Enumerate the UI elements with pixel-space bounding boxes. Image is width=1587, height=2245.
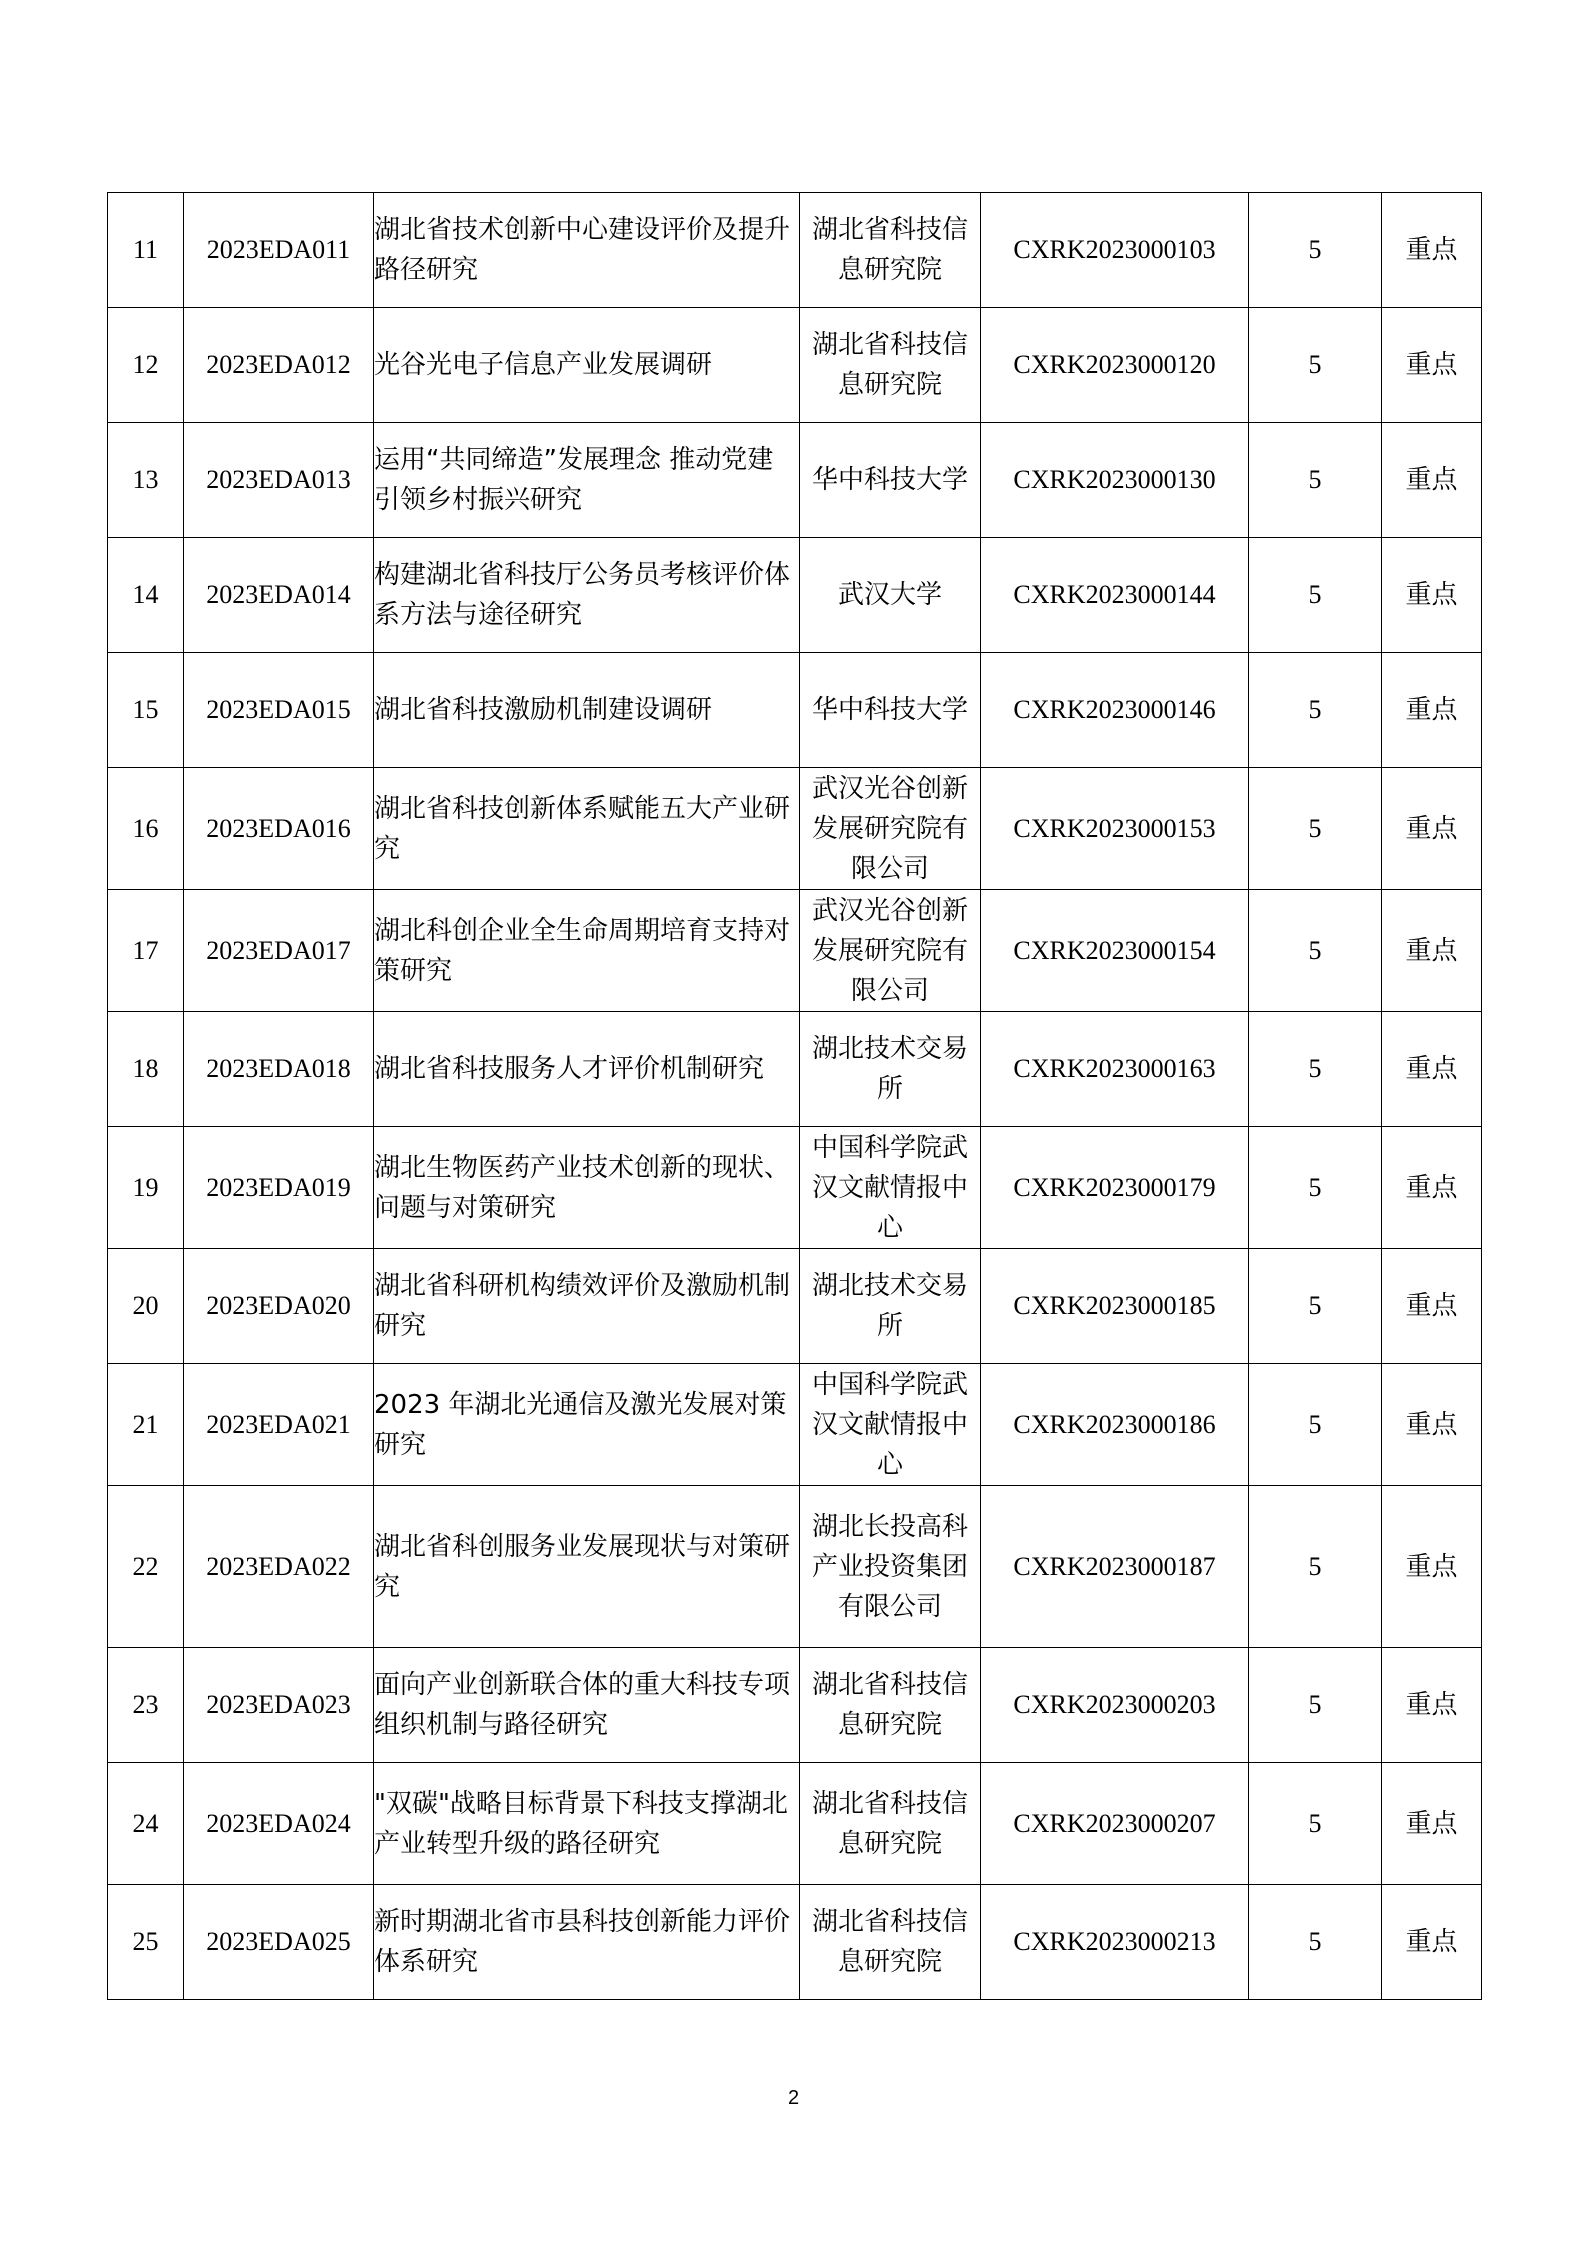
reference-number: CXRK2023000207 [981, 1763, 1249, 1885]
row-seq: 22 [108, 1486, 184, 1648]
table-row [108, 890, 1482, 1012]
reference-number: CXRK2023000185 [981, 1249, 1249, 1364]
undertaking-unit: 湖北技术交易所 [800, 1012, 981, 1127]
reference-number: CXRK2023000154 [981, 890, 1249, 1012]
project-type: 重点 [1382, 890, 1482, 1012]
project-code: 2023EDA016 [184, 768, 374, 890]
funding-amount: 5 [1249, 538, 1382, 653]
project-code: 2023EDA013 [184, 423, 374, 538]
project-title: 湖北省科创服务业发展现状与对策研究 [374, 1486, 800, 1648]
project-code: 2023EDA012 [184, 308, 374, 423]
row-seq: 19 [108, 1127, 184, 1249]
project-title: 湖北省科技创新体系赋能五大产业研究 [374, 768, 800, 890]
project-type: 重点 [1382, 193, 1482, 308]
project-title: 湖北科创企业全生命周期培育支持对策研究 [374, 890, 800, 1012]
project-type: 重点 [1382, 768, 1482, 890]
table-row [108, 538, 1482, 653]
table-row [108, 1648, 1482, 1763]
project-title: 湖北省技术创新中心建设评价及提升路径研究 [374, 193, 800, 308]
project-title: 运用“共同缔造”发展理念 推动党建引领乡村振兴研究 [374, 423, 800, 538]
project-type: 重点 [1382, 538, 1482, 653]
project-code: 2023EDA014 [184, 538, 374, 653]
project-title: 构建湖北省科技厅公务员考核评价体系方法与途径研究 [374, 538, 800, 653]
reference-number: CXRK2023000163 [981, 1012, 1249, 1127]
reference-number: CXRK2023000179 [981, 1127, 1249, 1249]
table-row [108, 1127, 1482, 1249]
project-table [107, 192, 1482, 2000]
reference-number: CXRK2023000187 [981, 1486, 1249, 1648]
project-code: 2023EDA023 [184, 1648, 374, 1763]
reference-number: CXRK2023000144 [981, 538, 1249, 653]
row-seq: 11 [108, 193, 184, 308]
row-seq: 23 [108, 1648, 184, 1763]
project-type: 重点 [1382, 308, 1482, 423]
table-row [108, 1486, 1482, 1648]
undertaking-unit: 武汉光谷创新发展研究院有限公司 [800, 768, 981, 890]
reference-number: CXRK2023000186 [981, 1364, 1249, 1486]
project-title: 湖北省科技服务人才评价机制研究 [374, 1012, 800, 1127]
project-code: 2023EDA017 [184, 890, 374, 1012]
undertaking-unit: 湖北省科技信息研究院 [800, 193, 981, 308]
row-seq: 15 [108, 653, 184, 768]
table-row [108, 768, 1482, 890]
reference-number: CXRK2023000130 [981, 423, 1249, 538]
funding-amount: 5 [1249, 1249, 1382, 1364]
reference-number: CXRK2023000146 [981, 653, 1249, 768]
undertaking-unit: 武汉大学 [800, 538, 981, 653]
undertaking-unit: 湖北长投高科产业投资集团有限公司 [800, 1486, 981, 1648]
funding-amount: 5 [1249, 768, 1382, 890]
reference-number: CXRK2023000213 [981, 1885, 1249, 2000]
row-seq: 14 [108, 538, 184, 653]
project-type: 重点 [1382, 423, 1482, 538]
page-number: 2 [787, 2087, 800, 2109]
project-title: 湖北省科技激励机制建设调研 [374, 653, 800, 768]
row-seq: 12 [108, 308, 184, 423]
table-row [108, 308, 1482, 423]
funding-amount: 5 [1249, 1012, 1382, 1127]
undertaking-unit: 中国科学院武汉文献情报中心 [800, 1127, 981, 1249]
funding-amount: 5 [1249, 1127, 1382, 1249]
project-type: 重点 [1382, 1364, 1482, 1486]
undertaking-unit: 湖北省科技信息研究院 [800, 1885, 981, 2000]
table-row [108, 1249, 1482, 1364]
project-code: 2023EDA018 [184, 1012, 374, 1127]
table-row [108, 1012, 1482, 1127]
project-code: 2023EDA015 [184, 653, 374, 768]
project-title: "双碳"战略目标背景下科技支撑湖北产业转型升级的路径研究 [374, 1763, 800, 1885]
funding-amount: 5 [1249, 1364, 1382, 1486]
undertaking-unit: 湖北省科技信息研究院 [800, 1648, 981, 1763]
table-row [108, 1763, 1482, 1885]
funding-amount: 5 [1249, 308, 1382, 423]
project-type: 重点 [1382, 1885, 1482, 2000]
project-code: 2023EDA024 [184, 1763, 374, 1885]
project-type: 重点 [1382, 1648, 1482, 1763]
undertaking-unit: 华中科技大学 [800, 423, 981, 538]
reference-number: CXRK2023000153 [981, 768, 1249, 890]
undertaking-unit: 湖北省科技信息研究院 [800, 308, 981, 423]
funding-amount: 5 [1249, 890, 1382, 1012]
undertaking-unit: 湖北技术交易所 [800, 1249, 981, 1364]
project-type: 重点 [1382, 1012, 1482, 1127]
project-title: 2023 年湖北光通信及激光发展对策研究 [374, 1364, 800, 1486]
project-type: 重点 [1382, 653, 1482, 768]
undertaking-unit: 武汉光谷创新发展研究院有限公司 [800, 890, 981, 1012]
table-row [108, 193, 1482, 308]
funding-amount: 5 [1249, 1763, 1382, 1885]
reference-number: CXRK2023000120 [981, 308, 1249, 423]
project-title: 湖北省科研机构绩效评价及激励机制研究 [374, 1249, 800, 1364]
table-row [108, 423, 1482, 538]
row-seq: 24 [108, 1763, 184, 1885]
project-code: 2023EDA020 [184, 1249, 374, 1364]
project-type: 重点 [1382, 1763, 1482, 1885]
funding-amount: 5 [1249, 653, 1382, 768]
project-type: 重点 [1382, 1486, 1482, 1648]
project-code: 2023EDA022 [184, 1486, 374, 1648]
undertaking-unit: 中国科学院武汉文献情报中心 [800, 1364, 981, 1486]
project-code: 2023EDA025 [184, 1885, 374, 2000]
reference-number: CXRK2023000103 [981, 193, 1249, 308]
undertaking-unit: 湖北省科技信息研究院 [800, 1763, 981, 1885]
funding-amount: 5 [1249, 1648, 1382, 1763]
table-row [108, 653, 1482, 768]
project-title: 光谷光电子信息产业发展调研 [374, 308, 800, 423]
project-code: 2023EDA019 [184, 1127, 374, 1249]
project-type: 重点 [1382, 1127, 1482, 1249]
project-code: 2023EDA021 [184, 1364, 374, 1486]
row-seq: 18 [108, 1012, 184, 1127]
funding-amount: 5 [1249, 1486, 1382, 1648]
project-title: 面向产业创新联合体的重大科技专项组织机制与路径研究 [374, 1648, 800, 1763]
row-seq: 17 [108, 890, 184, 1012]
project-title: 湖北生物医药产业技术创新的现状、问题与对策研究 [374, 1127, 800, 1249]
undertaking-unit: 华中科技大学 [800, 653, 981, 768]
funding-amount: 5 [1249, 193, 1382, 308]
funding-amount: 5 [1249, 1885, 1382, 2000]
table-row [108, 1885, 1482, 2000]
funding-amount: 5 [1249, 423, 1382, 538]
table-row [108, 1364, 1482, 1486]
row-seq: 16 [108, 768, 184, 890]
row-seq: 13 [108, 423, 184, 538]
row-seq: 25 [108, 1885, 184, 2000]
row-seq: 21 [108, 1364, 184, 1486]
project-type: 重点 [1382, 1249, 1482, 1364]
row-seq: 20 [108, 1249, 184, 1364]
project-title: 新时期湖北省市县科技创新能力评价体系研究 [374, 1885, 800, 2000]
reference-number: CXRK2023000203 [981, 1648, 1249, 1763]
project-code: 2023EDA011 [184, 193, 374, 308]
